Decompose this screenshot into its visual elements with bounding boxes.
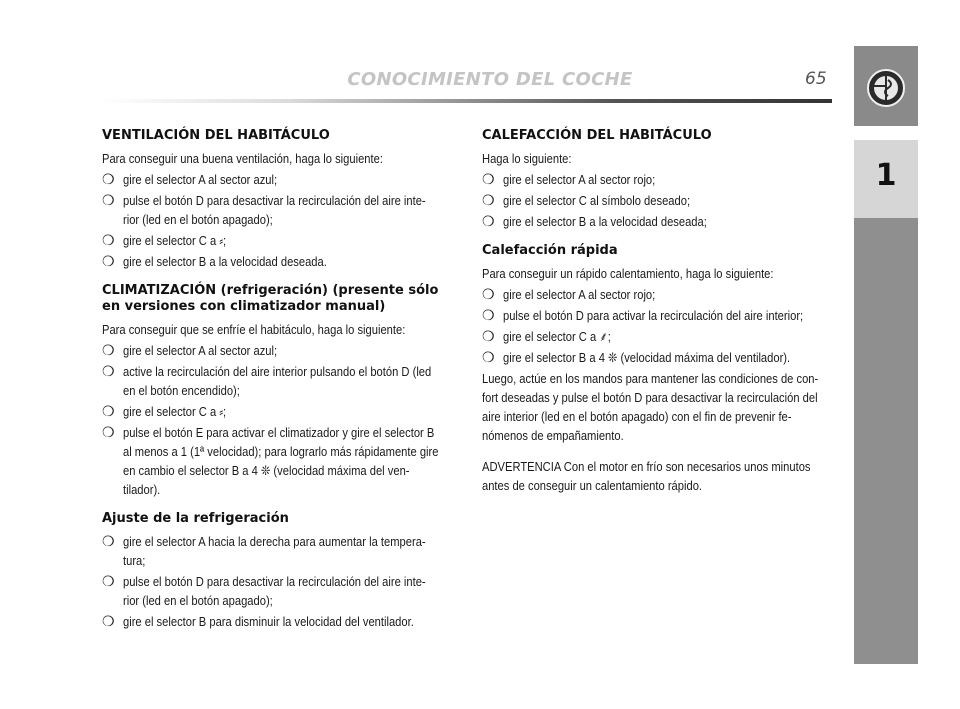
list-item: ❍ gire el selector B a la velocidad deseada; (482, 213, 707, 229)
alfa-romeo-badge-icon (866, 68, 906, 108)
tab-gap (854, 126, 918, 140)
warning-paragraph: ADVERTENCIA Con el motor en frío son necesarios unos minutos antes de conseguir un calentamiento rápido. (482, 459, 811, 493)
circle-bullet-icon: ❍ (482, 171, 495, 187)
circle-bullet-icon: ❍ (482, 286, 495, 302)
circle-bullet-icon: ❍ (102, 192, 115, 208)
list-item: ❍ gire el selector A al sector rojo; (482, 286, 656, 302)
list-item: ❍ pulse el botón D para desactivar la recirculación del aire inte- rior (led en el botón apagado); (102, 573, 426, 608)
section-heading-ventilation: VENTILACIÓN DEL HABITÁCULO (102, 128, 330, 143)
list-item: ❍ gire el selector A hacia la derecha para aumentar la tempera- tura; (102, 533, 426, 568)
list-item: ❍ pulse el botón D para activar la recirculación del aire interior; (482, 307, 804, 323)
list-item: ❍ gire el selector B a la velocidad deseada. (102, 253, 327, 269)
circle-bullet-icon: ❍ (102, 363, 115, 379)
tab-logo-area (854, 46, 918, 126)
list-item: ❍ gire el selector C a ⸗; (102, 232, 227, 248)
list-item: ❍ gire el selector C al símbolo deseado; (482, 192, 691, 208)
section-heading-air-conditioning: CLIMATIZACIÓN (refrigeración) (presente sólo en versiones con climatizador manual) (102, 283, 439, 314)
rapid-heating-list (482, 285, 834, 367)
circle-bullet-icon: ❍ (102, 342, 115, 358)
left-column (102, 124, 454, 633)
section-heading-heating: CALEFACCIÓN DEL HABITÁCULO (482, 128, 712, 143)
air-conditioning-list (102, 341, 454, 499)
tab-lower-area (854, 218, 918, 664)
list-item: ❍ gire el selector C a ⸗; (102, 403, 227, 419)
circle-bullet-icon: ❍ (102, 613, 115, 629)
circle-bullet-icon: ❍ (102, 232, 115, 248)
heating-intro: Haga lo siguiente: (482, 151, 572, 166)
right-column (482, 124, 834, 497)
circle-bullet-icon: ❍ (102, 403, 115, 419)
circle-bullet-icon: ❍ (482, 213, 495, 229)
circle-bullet-icon: ❍ (482, 349, 495, 365)
page-header-title: CONOCIMIENTO DEL COCHE (347, 69, 633, 90)
list-item: ❍ gire el selector C a ⸙; (482, 328, 611, 344)
circle-bullet-icon: ❍ (102, 533, 115, 549)
list-item: ❍ gire el selector A al sector azul; (102, 171, 278, 187)
header-divider (100, 99, 832, 103)
circle-bullet-icon: ❍ (482, 307, 495, 323)
heating-list (482, 170, 834, 231)
list-item: ❍ pulse el botón E para activar el climatizador y gire el selector B al menos a 1 (1ª velocidad); para lograrlo más rápidamente gire en cambio el selector B a 4 ❊ (velocidad máxima del ven- tilador). (102, 424, 439, 497)
page-number: 65 (805, 69, 827, 89)
chapter-number: 1 (875, 158, 897, 193)
list-item: ❍ gire el selector B para disminuir la velocidad del ventilador. (102, 613, 414, 629)
section-heading-cooling-adjustment: Ajuste de la refrigeración (102, 511, 289, 526)
list-item: ❍ active la recirculación del aire interior pulsando el botón D (led en el botón encendido); (102, 363, 432, 398)
air-conditioning-intro: Para conseguir que se enfríe el habitáculo, haga lo siguiente: (102, 322, 406, 337)
list-item: ❍ pulse el botón D para desactivar la recirculación del aire inte- rior (led en el botón apagado); (102, 192, 426, 227)
section-heading-rapid-heating: Calefacción rápida (482, 243, 618, 258)
ventilation-intro: Para conseguir una buena ventilación, haga lo siguiente: (102, 151, 383, 166)
ventilation-list (102, 170, 454, 271)
circle-bullet-icon: ❍ (482, 328, 495, 344)
circle-bullet-icon: ❍ (482, 192, 495, 208)
circle-bullet-icon: ❍ (102, 171, 115, 187)
circle-bullet-icon: ❍ (102, 253, 115, 269)
maintain-comfort-paragraph: Luego, actúe en los mandos para mantener las condiciones de con- fort deseadas y pulse el botón D para desactivar la recirculación del aire interior (led en el botón apagado) con el fin de prevenir fe- nómenos de empañamiento. (482, 371, 819, 443)
rapid-heating-intro: Para conseguir un rápido calentamiento, haga lo siguiente: (482, 266, 774, 281)
list-item: ❍ gire el selector B a 4 ❊ (velocidad máxima del ventilador). (482, 349, 791, 365)
cooling-adjustment-list (102, 532, 454, 631)
chapter-side-tab (854, 46, 918, 664)
list-item: ❍ gire el selector A al sector rojo; (482, 171, 656, 187)
list-item: ❍ gire el selector A al sector azul; (102, 342, 278, 358)
circle-bullet-icon: ❍ (102, 573, 115, 589)
circle-bullet-icon: ❍ (102, 424, 115, 440)
